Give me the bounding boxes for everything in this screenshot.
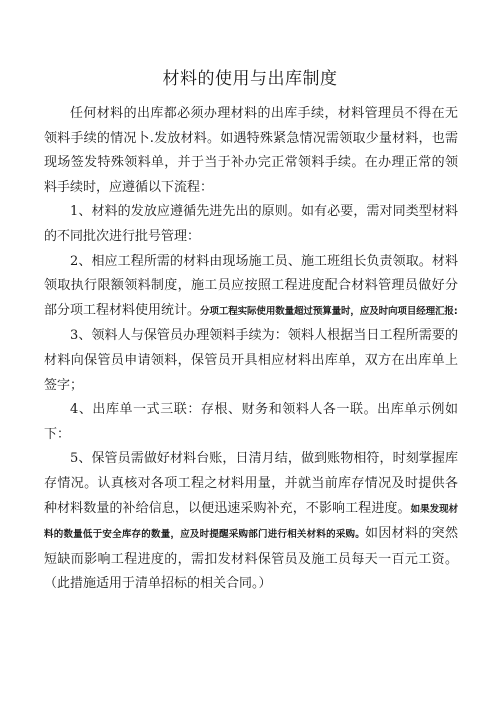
item-3-paragraph: 3、领料人与保管员办理领料手续为：领料人根据当日工程所需要的材料向保管员申请领料，保管员开具相应材料出库单，双方在出库单上签字； (44, 328, 458, 393)
item-1-paragraph: 1、材料的发放应遵循先进先出的原则。如有必要，需对同类型材料的不同批次进行批号管理： (44, 204, 458, 244)
item-4-paragraph: 4、出库单一式三联：存根、财务和领料人各一联。出库单示例如下： (44, 402, 458, 442)
item-5-text: 5、保管员需做好材料台账，日清月结，做到账物相符，时刻掌握库存情况。认真核对各项工程之材料用量，并就当前库存情况及时提供各种材料数量的补给信息，以便迅速采购补充，不影响工程进度。 (44, 451, 458, 516)
item-5-paragraph (44, 447, 458, 597)
document-body (44, 102, 458, 597)
item-5-emphasis: 如果发现材料的数量低于安全库存的数量，应及时提醒采购部门进行相关材料的采购。 (44, 503, 458, 541)
item-5-tail: 如因材料的突然短缺而影响工程进度的，需扣发材料保管员及施工员每天一百元工资。（此措施适用于清单招标的相关合同。） (44, 526, 458, 592)
intro-paragraph: 任何材料的出库都必须办理材料的出库手续，材料管理员不得在无领料手续的情况卜.发放材料。如遇特殊紧急情况需领取少量材料，也需现场签发特殊领料单，并于当于补办完正常领料手续。在办理正常的领料手续时，应遵循以下流程： (44, 106, 458, 195)
item-2-text: 2、相应工程所需的材料由现场施工员、施工班组长负责领取。材料领取执行限额领料制度，施工员应按照工程进度配合材料管理员做好分部分项工程材料使用统计。 (44, 253, 458, 318)
item-2-emphasis: 分项工程实际使用数量超过预算量时，应及时向项目经理汇报: (200, 305, 458, 317)
item-2-paragraph (44, 250, 458, 325)
document-title: 材料的使用与出库制度 (162, 69, 338, 89)
